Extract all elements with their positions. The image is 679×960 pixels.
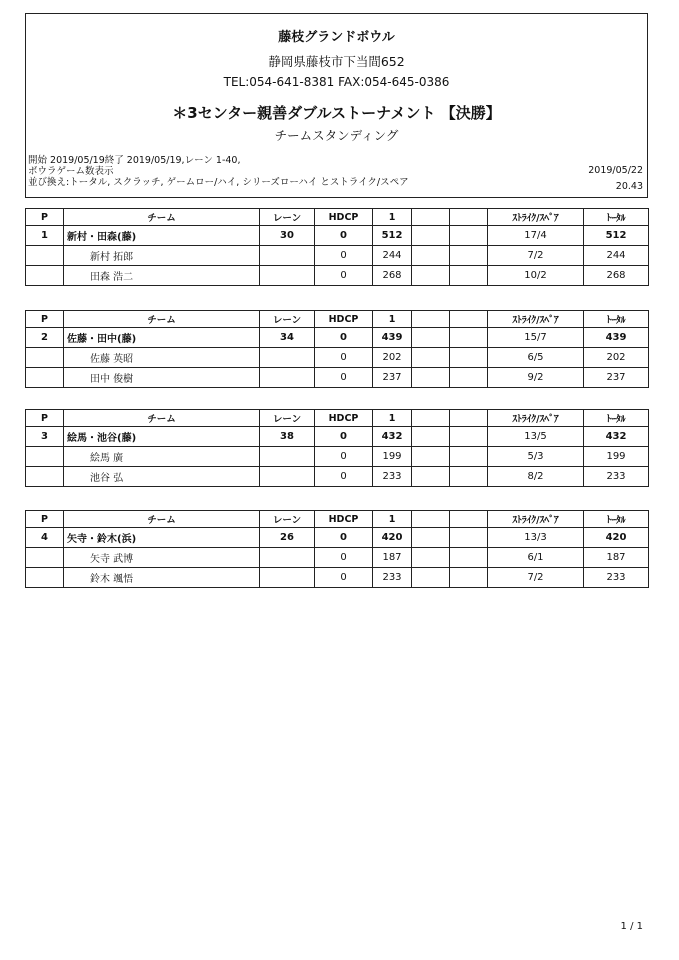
col-header-lane: レーン [260, 511, 315, 528]
player-row [26, 447, 649, 467]
player-total: 268 [584, 266, 649, 286]
col-header-lane: レーン [260, 209, 315, 226]
blank-cell [260, 348, 315, 368]
col-header-hdcp: HDCP [315, 209, 373, 226]
team-lane: 34 [260, 328, 315, 348]
venue-name: 藤枝グランドボウル [278, 30, 395, 45]
blank-cell [450, 328, 488, 348]
player-strike-spare: 8/2 [488, 467, 584, 487]
player-row [26, 368, 649, 388]
page-number: 1 / 1 [620, 921, 643, 932]
col-header-strike-spare: ｽﾄﾗｲｸ/ｽﾍﾟｱ [488, 410, 584, 427]
player-name: 絵馬 廣 [64, 447, 260, 467]
col-header-hdcp: HDCP [315, 511, 373, 528]
player-strike-spare: 9/2 [488, 368, 584, 388]
blank-cell [26, 266, 64, 286]
blank-cell [450, 548, 488, 568]
team-name: 新村・田森(藤) [64, 226, 260, 246]
meta-sort: 並び換え:トータル, スクラッチ, ゲームロー/ハイ, シリーズローハイ とストライク/スペア [28, 177, 409, 188]
col-header-blank [450, 311, 488, 328]
player-name: 田中 俊樹 [64, 368, 260, 388]
player-strike-spare: 6/5 [488, 348, 584, 368]
col-header-p: P [26, 410, 64, 427]
col-header-blank [450, 410, 488, 427]
blank-cell [412, 348, 450, 368]
player-strike-spare: 7/2 [488, 246, 584, 266]
player-hdcp: 0 [315, 568, 373, 588]
col-header-blank [450, 511, 488, 528]
blank-cell [26, 348, 64, 368]
player-total: 244 [584, 246, 649, 266]
blank-cell [260, 266, 315, 286]
player-game1: 237 [373, 368, 412, 388]
blank-cell [450, 246, 488, 266]
team-game1: 420 [373, 528, 412, 548]
blank-cell [450, 427, 488, 447]
team-position: 2 [26, 328, 64, 348]
blank-cell [412, 226, 450, 246]
team-total: 420 [584, 528, 649, 548]
team-table [25, 208, 649, 286]
blank-cell [412, 548, 450, 568]
team-name: 佐藤・田中(藤) [64, 328, 260, 348]
col-header-team: チーム [64, 209, 260, 226]
blank-cell [450, 368, 488, 388]
col-header-strike-spare: ｽﾄﾗｲｸ/ｽﾍﾟｱ [488, 311, 584, 328]
team-position: 4 [26, 528, 64, 548]
player-hdcp: 0 [315, 246, 373, 266]
col-header-p: P [26, 511, 64, 528]
col-header-p: P [26, 209, 64, 226]
player-hdcp: 0 [315, 348, 373, 368]
team-hdcp: 0 [315, 528, 373, 548]
player-game1: 202 [373, 348, 412, 368]
player-game1: 244 [373, 246, 412, 266]
player-name: 池谷 弘 [64, 467, 260, 487]
col-header-lane: レーン [260, 410, 315, 427]
team-strike-spare: 13/5 [488, 427, 584, 447]
blank-cell [412, 246, 450, 266]
blank-cell [450, 266, 488, 286]
venue-address: 静岡県藤枝市下当間652 [268, 54, 405, 69]
team-lane: 30 [260, 226, 315, 246]
blank-cell [450, 447, 488, 467]
team-strike-spare: 13/3 [488, 528, 584, 548]
player-row [26, 246, 649, 266]
team-row [26, 226, 649, 246]
blank-cell [412, 447, 450, 467]
team-strike-spare: 17/4 [488, 226, 584, 246]
team-name: 絵馬・池谷(藤) [64, 427, 260, 447]
player-game1: 233 [373, 467, 412, 487]
col-header-team: チーム [64, 410, 260, 427]
team-row [26, 328, 649, 348]
player-name: 田森 浩二 [64, 266, 260, 286]
blank-cell [260, 246, 315, 266]
col-header-game1: 1 [373, 311, 412, 328]
team-hdcp: 0 [315, 427, 373, 447]
team-row [26, 427, 649, 447]
blank-cell [412, 266, 450, 286]
blank-cell [412, 427, 450, 447]
col-header-blank [412, 311, 450, 328]
meta-display: ボウラゲーム数表示 [28, 166, 114, 177]
print-date: 2019/05/22 [588, 165, 643, 176]
blank-cell [412, 467, 450, 487]
team-game1: 432 [373, 427, 412, 447]
col-header-team: チーム [64, 511, 260, 528]
team-position: 3 [26, 427, 64, 447]
player-total: 233 [584, 568, 649, 588]
col-header-game1: 1 [373, 511, 412, 528]
team-table [25, 409, 649, 487]
player-strike-spare: 5/3 [488, 447, 584, 467]
player-total: 199 [584, 447, 649, 467]
header-row [26, 209, 649, 226]
meta-period: 開始 2019/05/19終了 2019/05/19,レーン 1-40, [28, 155, 241, 166]
blank-cell [260, 548, 315, 568]
player-row [26, 548, 649, 568]
tournament-title: ＊3センター親善ダブルストーナメント 【決勝】 [172, 104, 501, 122]
blank-cell [26, 467, 64, 487]
team-hdcp: 0 [315, 226, 373, 246]
player-total: 202 [584, 348, 649, 368]
blank-cell [260, 467, 315, 487]
col-header-total: ﾄｰﾀﾙ [584, 410, 649, 427]
col-header-blank [412, 410, 450, 427]
team-row [26, 528, 649, 548]
col-header-strike-spare: ｽﾄﾗｲｸ/ｽﾍﾟｱ [488, 511, 584, 528]
col-header-blank [450, 209, 488, 226]
player-total: 233 [584, 467, 649, 487]
col-header-strike-spare: ｽﾄﾗｲｸ/ｽﾍﾟｱ [488, 209, 584, 226]
col-header-game1: 1 [373, 410, 412, 427]
blank-cell [260, 447, 315, 467]
col-header-hdcp: HDCP [315, 311, 373, 328]
player-total: 187 [584, 548, 649, 568]
team-total: 512 [584, 226, 649, 246]
header-row [26, 511, 649, 528]
header-row [26, 311, 649, 328]
col-header-total: ﾄｰﾀﾙ [584, 311, 649, 328]
blank-cell [450, 467, 488, 487]
player-name: 鈴木 颯悟 [64, 568, 260, 588]
team-name: 矢寺・鈴木(浜) [64, 528, 260, 548]
player-row [26, 467, 649, 487]
player-row [26, 266, 649, 286]
blank-cell [412, 528, 450, 548]
team-total: 432 [584, 427, 649, 447]
blank-cell [26, 368, 64, 388]
blank-cell [412, 368, 450, 388]
blank-cell [260, 368, 315, 388]
blank-cell [450, 568, 488, 588]
team-game1: 512 [373, 226, 412, 246]
report-subtitle: チームスタンディング [274, 128, 399, 143]
blank-cell [450, 528, 488, 548]
player-hdcp: 0 [315, 467, 373, 487]
player-name: 矢寺 武博 [64, 548, 260, 568]
team-total: 439 [584, 328, 649, 348]
print-time: 20.43 [615, 181, 643, 192]
player-name: 新村 拓郎 [64, 246, 260, 266]
player-total: 237 [584, 368, 649, 388]
col-header-blank [412, 209, 450, 226]
col-header-game1: 1 [373, 209, 412, 226]
team-position: 1 [26, 226, 64, 246]
player-strike-spare: 7/2 [488, 568, 584, 588]
player-game1: 268 [373, 266, 412, 286]
player-name: 佐藤 英昭 [64, 348, 260, 368]
header-box [25, 13, 648, 198]
player-hdcp: 0 [315, 548, 373, 568]
col-header-p: P [26, 311, 64, 328]
player-row [26, 568, 649, 588]
col-header-hdcp: HDCP [315, 410, 373, 427]
player-hdcp: 0 [315, 447, 373, 467]
player-strike-spare: 6/1 [488, 548, 584, 568]
team-table [25, 510, 649, 588]
blank-cell [450, 226, 488, 246]
col-header-total: ﾄｰﾀﾙ [584, 209, 649, 226]
player-game1: 199 [373, 447, 412, 467]
blank-cell [26, 246, 64, 266]
blank-cell [450, 348, 488, 368]
player-row [26, 348, 649, 368]
col-header-total: ﾄｰﾀﾙ [584, 511, 649, 528]
player-hdcp: 0 [315, 368, 373, 388]
header-row [26, 410, 649, 427]
team-lane: 38 [260, 427, 315, 447]
player-game1: 187 [373, 548, 412, 568]
col-header-blank [412, 511, 450, 528]
blank-cell [26, 447, 64, 467]
col-header-team: チーム [64, 311, 260, 328]
player-strike-spare: 10/2 [488, 266, 584, 286]
team-strike-spare: 15/7 [488, 328, 584, 348]
player-hdcp: 0 [315, 266, 373, 286]
venue-contact: TEL:054-641-8381 FAX:054-645-0386 [223, 75, 450, 89]
blank-cell [26, 568, 64, 588]
team-table [25, 310, 649, 388]
team-lane: 26 [260, 528, 315, 548]
col-header-lane: レーン [260, 311, 315, 328]
team-hdcp: 0 [315, 328, 373, 348]
blank-cell [412, 568, 450, 588]
blank-cell [26, 548, 64, 568]
team-game1: 439 [373, 328, 412, 348]
blank-cell [412, 328, 450, 348]
player-game1: 233 [373, 568, 412, 588]
blank-cell [260, 568, 315, 588]
